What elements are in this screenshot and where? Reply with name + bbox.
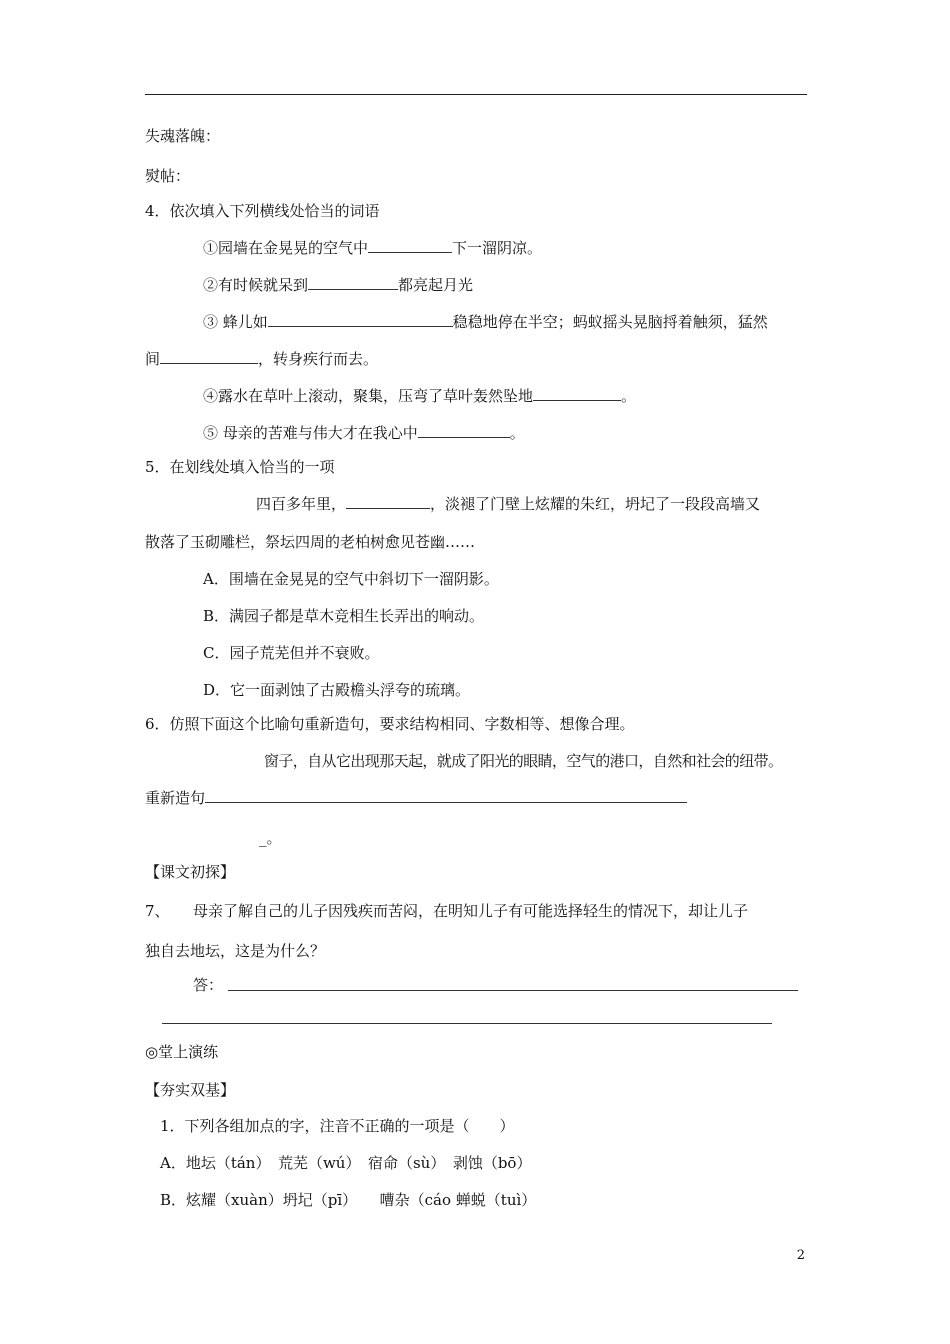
- q5-option-a: A．围墙在金晃晃的空气中斜切下一溜阴影。: [203, 570, 499, 588]
- q7-number: 7、: [145, 902, 170, 920]
- section-heading-kewen: 【课文初探】: [145, 863, 236, 881]
- q5-option-c: C．园子荒芜但并不衰败。: [203, 644, 380, 662]
- q4-item-1-b: 下一溜阴凉。: [452, 239, 543, 257]
- q4-item-5-a: ⑤ 母亲的苦难与伟大才在我心中: [203, 424, 418, 442]
- q6-end: _。: [259, 829, 282, 847]
- q4-item-1-a: ①园墙在金晃晃的空气中: [203, 239, 369, 257]
- page-number: 2: [796, 1248, 805, 1263]
- q4-item-3: [203, 312, 768, 332]
- q4-item-3-c: 间: [145, 350, 161, 368]
- q5-title: 5．在划线处填入恰当的一项: [145, 458, 335, 476]
- answer-line[interactable]: [162, 1023, 772, 1024]
- section-heading-tangshang: ◎堂上演练: [145, 1043, 219, 1061]
- q4-item-3-d: ，转身疾行而去。: [258, 350, 379, 368]
- answer-line[interactable]: [228, 990, 798, 991]
- q4-item-4-b: 。: [621, 387, 637, 405]
- q7-text-2: 独自去地坛，这是为什么？: [145, 942, 326, 960]
- q4-item-3-cont: [145, 349, 378, 369]
- q4-title: 4．依次填入下列横线处恰当的词语: [145, 202, 380, 220]
- q7-text-1: 母亲了解自己的儿子因残疾而苦闷，在明知儿子有可能选择轻生的情况下，却让儿子: [193, 902, 749, 920]
- q5-passage-2: 散落了玉砌雕栏，祭坛四周的老柏树愈见苍幽……: [145, 533, 476, 551]
- p1-option-a: A．地坛（tán） 荒芜（wú） 宿命（sù） 剥蚀（bō）: [160, 1154, 532, 1172]
- q4-item-3-a: ③ 蜂儿如: [203, 313, 268, 331]
- q6-answer-line: [145, 788, 687, 808]
- section-heading-hangshi: 【夯实双基】: [145, 1081, 236, 1099]
- q5-passage-1-b: ，淡褪了门壁上炫耀的朱红，坍圮了一段段高墙又: [430, 495, 761, 513]
- q5-passage-1: [256, 494, 760, 514]
- p1-title: 1．下列各组加点的字，注音不正确的一项是（ ）: [160, 1117, 515, 1135]
- header-rule: [145, 94, 807, 95]
- q4-item-2: [203, 275, 473, 295]
- blank[interactable]: [160, 349, 258, 364]
- q4-item-2-b: 都亮起月光: [398, 276, 474, 294]
- answer-blank[interactable]: [205, 788, 687, 803]
- blank[interactable]: [308, 275, 398, 290]
- q5-passage-1-a: 四百多年里，: [256, 495, 347, 513]
- blank[interactable]: [346, 494, 430, 509]
- term-shihun: 失魂落魄：: [145, 127, 221, 145]
- q4-item-2-a: ②有时候就呆到: [203, 276, 309, 294]
- q6-title: 6．仿照下面这个比喻句重新造句，要求结构相同、字数相等、想像合理。: [145, 715, 635, 733]
- blank[interactable]: [418, 423, 510, 438]
- term-yutie: 熨帖：: [145, 167, 191, 185]
- q5-option-b: B．满园子都是草木竞相生长弄出的响动。: [203, 607, 485, 625]
- q4-item-4: [203, 386, 636, 406]
- q6-label: 重新造句: [145, 789, 206, 807]
- q6-example: 窗子，自从它出现那天起，就成了阳光的眼睛，空气的港口，自然和社会的纽带。: [264, 752, 783, 770]
- q7-answer-label: 答：: [193, 976, 224, 994]
- blank[interactable]: [533, 386, 621, 401]
- p1-option-b: B．炫耀（xuàn）坍圮（pī） 嘈杂（cáo 蝉蜕（tuì）: [160, 1191, 537, 1209]
- q4-item-5: [203, 423, 525, 443]
- q5-option-d: D．它一面剥蚀了古殿檐头浮夸的琉璃。: [203, 681, 471, 699]
- blank[interactable]: [268, 312, 453, 327]
- q4-item-1: [203, 238, 542, 258]
- q4-item-3-b: 稳稳地停在半空；蚂蚁摇头晃脑捋着触须，猛然: [452, 313, 768, 331]
- blank[interactable]: [368, 238, 452, 253]
- q4-item-4-a: ④露水在草叶上滚动，聚集，压弯了草叶轰然坠地: [203, 387, 534, 405]
- q4-item-5-b: 。: [509, 424, 525, 442]
